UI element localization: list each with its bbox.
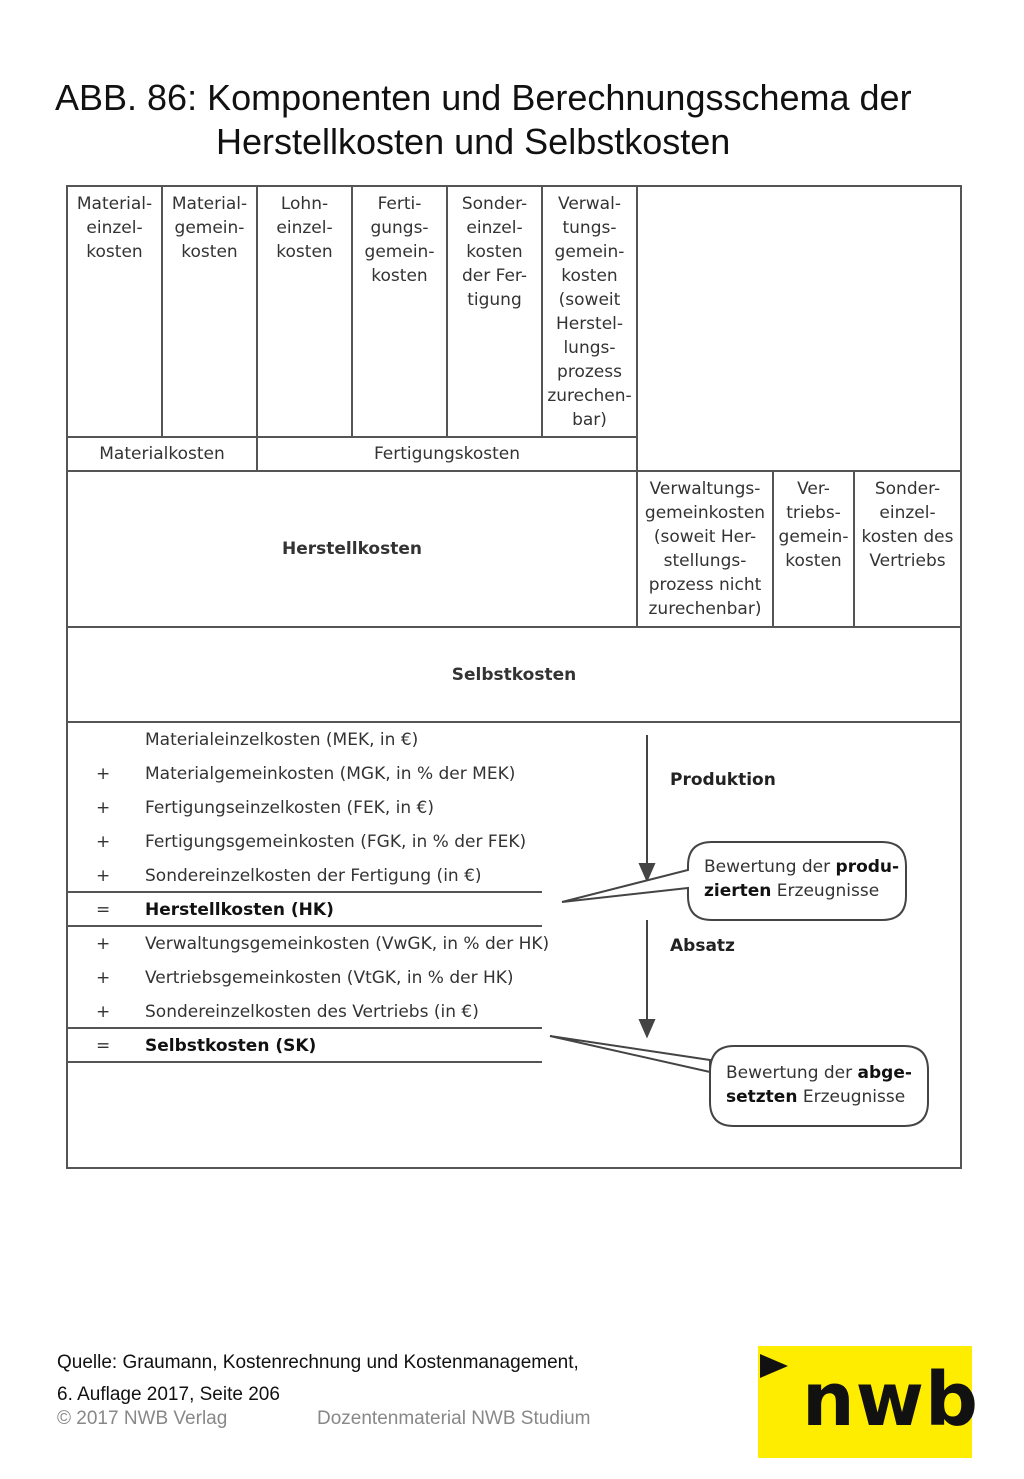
label-selbstkosten: Selbstkosten [451,664,577,685]
footer-copyright: © 2017 NWB Verlag [57,1408,228,1429]
phase-absatz: Absatz [670,936,735,956]
cell-lohn-einzelkosten: Lohn- einzel- kosten [276,194,333,262]
schema-operator: + [96,1002,111,1022]
schema-text: Materialeinzelkosten (MEK, in €) [145,730,419,750]
cell-sondereinzelkosten-fertigung: Sonder- einzel- kosten der Fer- tigung [461,194,528,310]
schema-operator: + [96,934,111,954]
triangle-arrow-icon [758,1352,794,1382]
schema-text: Sondereinzelkosten der Fertigung (in €) [145,866,482,886]
schema-operator: + [96,832,111,852]
schema-text: Vertriebsgemeinkosten (VtGK, in % der HK) [145,968,514,988]
cell-verwaltungs-gemeinkosten-zurechenbar: Verwal- tungs- gemein- kosten (soweit Herstel- lungs- prozess zurechen- bar) [547,194,632,430]
schema-operator: = [96,900,111,920]
source-line-2: 6. Auflage 2017, Seite 206 [57,1384,280,1405]
cell-verwaltungs-gemeinkosten-nicht-zurechenbar: Verwaltungs- gemeinkosten (soweit Her- stellungs- prozess nicht zurechenbar) [644,479,766,619]
cell-sondereinzelkosten-vertrieb: Sonder- einzel- kosten des Vertriebs [861,479,954,571]
footer-material: Dozentenmaterial NWB Studium [317,1408,591,1429]
schema-text: Fertigungsgemeinkosten (FGK, in % der FEK) [145,832,527,852]
bubble-bewertung-produziert: Bewertung der produ- zierten Erzeugnisse [704,857,900,901]
title-line-1: ABB. 86: Komponenten und Berechnungsschema der [55,77,912,118]
label-materialkosten: Materialkosten [99,444,225,464]
cell-material-einzelkosten: Material- einzel- kosten [76,194,153,262]
schema-text: Selbstkosten (SK) [145,1036,317,1056]
title-line-2: Herstellkosten und Selbstkosten [216,121,731,162]
schema-text: Verwaltungsgemeinkosten (VwGK, in % der HK) [145,934,550,954]
schema-operator: + [96,764,111,784]
nwb-logo [758,1346,980,1458]
source-line-1: Quelle: Graumann, Kostenrechnung und Kostenmanagement, [57,1352,579,1373]
bubble-bewertung-abgesetzt: Bewertung der abge- setzten Erzeugnisse [726,1063,912,1107]
label-herstellkosten: Herstellkosten [282,539,422,559]
cell-material-gemeinkosten: Material- gemein- kosten [171,194,248,262]
logo-text: nwb [802,1357,980,1443]
schema-text: Herstellkosten (HK) [145,900,334,920]
schema-text: Materialgemeinkosten (MGK, in % der MEK) [145,764,516,784]
cell-vertriebs-gemeinkosten: Ver- triebs- gemein- kosten [778,479,849,571]
cell-fertigungs-gemeinkosten: Ferti- gungs- gemein- kosten [364,194,435,286]
schema-operator: + [96,968,111,988]
schema-text: Sondereinzelkosten des Vertriebs (in €) [145,1002,479,1022]
phase-produktion: Produktion [670,770,776,790]
label-fertigungskosten: Fertigungskosten [373,444,521,464]
schema-text: Fertigungseinzelkosten (FEK, in €) [145,798,434,818]
schema-operator: = [96,1036,111,1056]
schema-operator: + [96,866,111,886]
schema-operator: + [96,798,111,818]
